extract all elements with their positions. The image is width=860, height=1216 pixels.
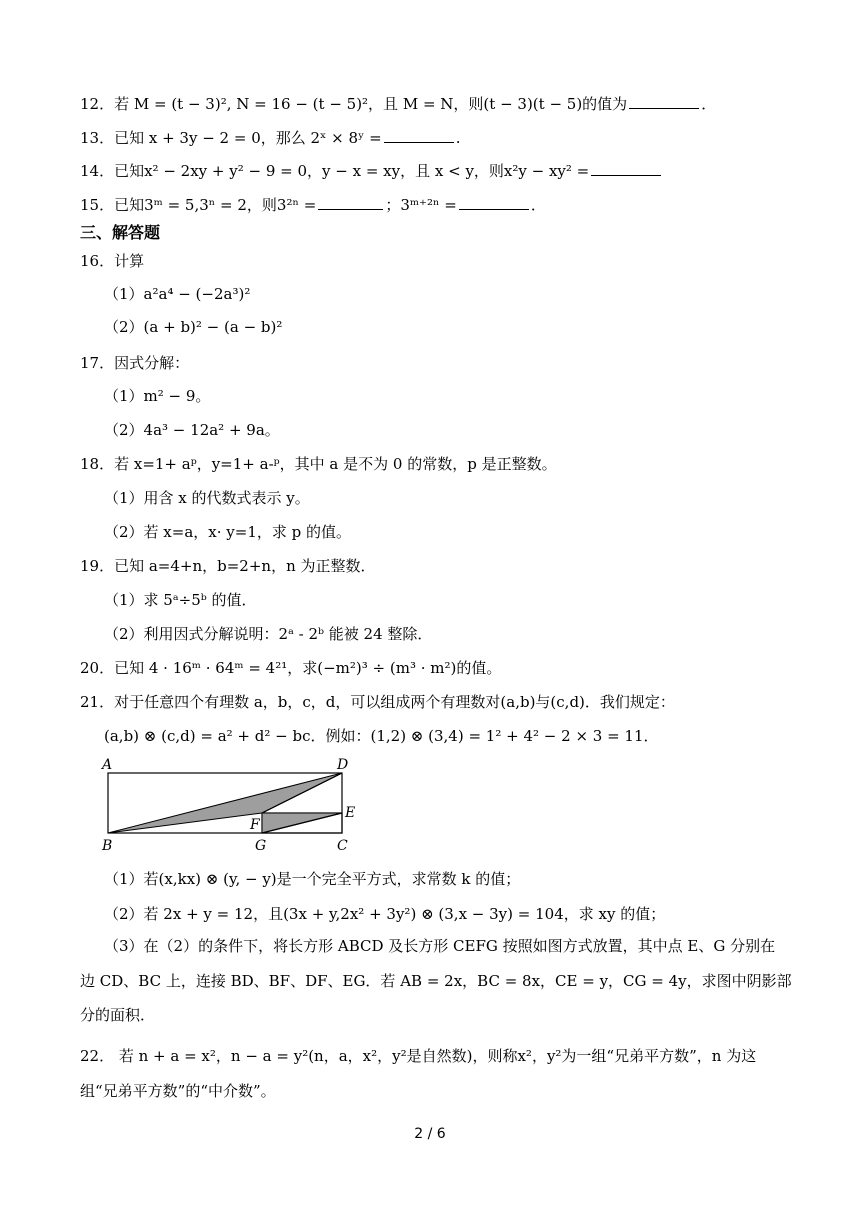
answer-blank[interactable] bbox=[318, 193, 383, 210]
q12-line: 12．若 M = (t − 3)², N = 16 − (t − 5)²，且 M = N，则(t − 3)(t − 5)的值为 ． bbox=[80, 92, 716, 115]
label-b: B bbox=[102, 838, 113, 854]
rectangle-figure bbox=[100, 755, 360, 855]
label-d: D bbox=[337, 757, 349, 773]
label-g: G bbox=[255, 838, 267, 854]
q19-part2: （2）利用因式分解说明：2ᵃ - 2ᵇ 能被 24 整除． bbox=[104, 625, 433, 643]
q18-part2: （2）若 x=a，x· y=1，求 p 的值。 bbox=[104, 523, 352, 541]
shaded-triangle-bdf bbox=[108, 773, 342, 833]
label-a: A bbox=[102, 757, 113, 773]
q22-line-cont: 组“兄弟平方数”的“中介数”。 bbox=[80, 1082, 276, 1100]
q21-part2: （2）若 2x + y = 12，且(3x + y,2x² + 3y²) ⊗ (3,x − 3y) = 104，求 xy 的值； bbox=[104, 905, 666, 923]
q17-part2: （2）4a³ − 12a² + 9a。 bbox=[104, 421, 280, 439]
q17-part1: （1）m² − 9。 bbox=[104, 387, 211, 405]
q17-line: 17．因式分解： bbox=[80, 354, 190, 372]
q22-line: 22． 若 n + a = x²，n − a = y²(n，a，x²，y²是自然数)，则称x²，y²为一组“兄弟平方数”，n 为这 bbox=[80, 1047, 757, 1065]
q18-part1: （1）用含 x 的代数式表示 y。 bbox=[104, 489, 310, 507]
page-number: 2 / 6 bbox=[414, 1126, 446, 1142]
q20-line: 20．已知 4 · 16ᵐ · 64ᵐ = 4²¹，求(−m²)³ ÷ (m³ · m²)的值。 bbox=[80, 659, 502, 677]
label-c: C bbox=[337, 838, 348, 854]
q14-line: 14．已知x² − 2xy + y² − 9 = 0，y − x = xy，且 x < y，则x²y − xy² = bbox=[80, 159, 663, 182]
q21-part3: （3）在（2）的条件下，将长方形 ABCD 及长方形 CEFG 按照如图方式放置，其中点 E、G 分别在 bbox=[104, 937, 776, 955]
q21-part1: （1）若(x,kx) ⊗ (y, − y)是一个完全平方式，求常数 k 的值； bbox=[104, 870, 521, 888]
q19-part1: （1）求 5ᵃ÷5ᵇ 的值． bbox=[104, 591, 257, 609]
answer-blank[interactable] bbox=[629, 92, 699, 109]
q18-line: 18．若 x=1+ aᵖ，y=1+ a-ᵖ，其中 a 是不为 0 的常数，p 是正整数。 bbox=[80, 455, 557, 473]
q16-line: 16．计算 bbox=[80, 252, 145, 270]
q21-part3-end: 分的面积． bbox=[80, 1006, 156, 1024]
q19-line: 19．已知 a=4+n，b=2+n，n 为正整数． bbox=[80, 557, 376, 575]
answer-blank[interactable] bbox=[459, 193, 529, 210]
q13-line: 13．已知 x + 3y − 2 = 0，那么 2ˣ × 8ʸ = . bbox=[80, 126, 461, 149]
q21-part3-cont: 边 CD、BC 上，连接 BD、BF、DF、EG．若 AB = 2x，BC = 8x，CE = y，CG = 4y，求图中阴影部 bbox=[80, 972, 792, 990]
q16-part1: （1）a²a⁴ − (−2a³)² bbox=[104, 285, 251, 303]
q16-part2: （2）(a + b)² − (a − b)² bbox=[104, 318, 283, 336]
q21-line: 21．对于任意四个有理数 a，b，c，d，可以组成两个有理数对(a,b)与(c,d)．我们规定： bbox=[80, 693, 675, 711]
section-heading: 三、解答题 bbox=[80, 223, 161, 242]
answer-blank[interactable] bbox=[591, 159, 661, 176]
label-e: E bbox=[345, 805, 356, 821]
label-f: F bbox=[250, 817, 260, 833]
q15-line: 15．已知3ᵐ = 5,3ⁿ = 2，则3²ⁿ = ；3ᵐ⁺²ⁿ = ． bbox=[80, 193, 546, 216]
answer-blank[interactable] bbox=[384, 126, 454, 143]
q21-definition: (a,b) ⊗ (c,d) = a² + d² − bc．例如：(1,2) ⊗ (3,4) = 1² + 4² − 2 × 3 = 11． bbox=[104, 727, 659, 745]
